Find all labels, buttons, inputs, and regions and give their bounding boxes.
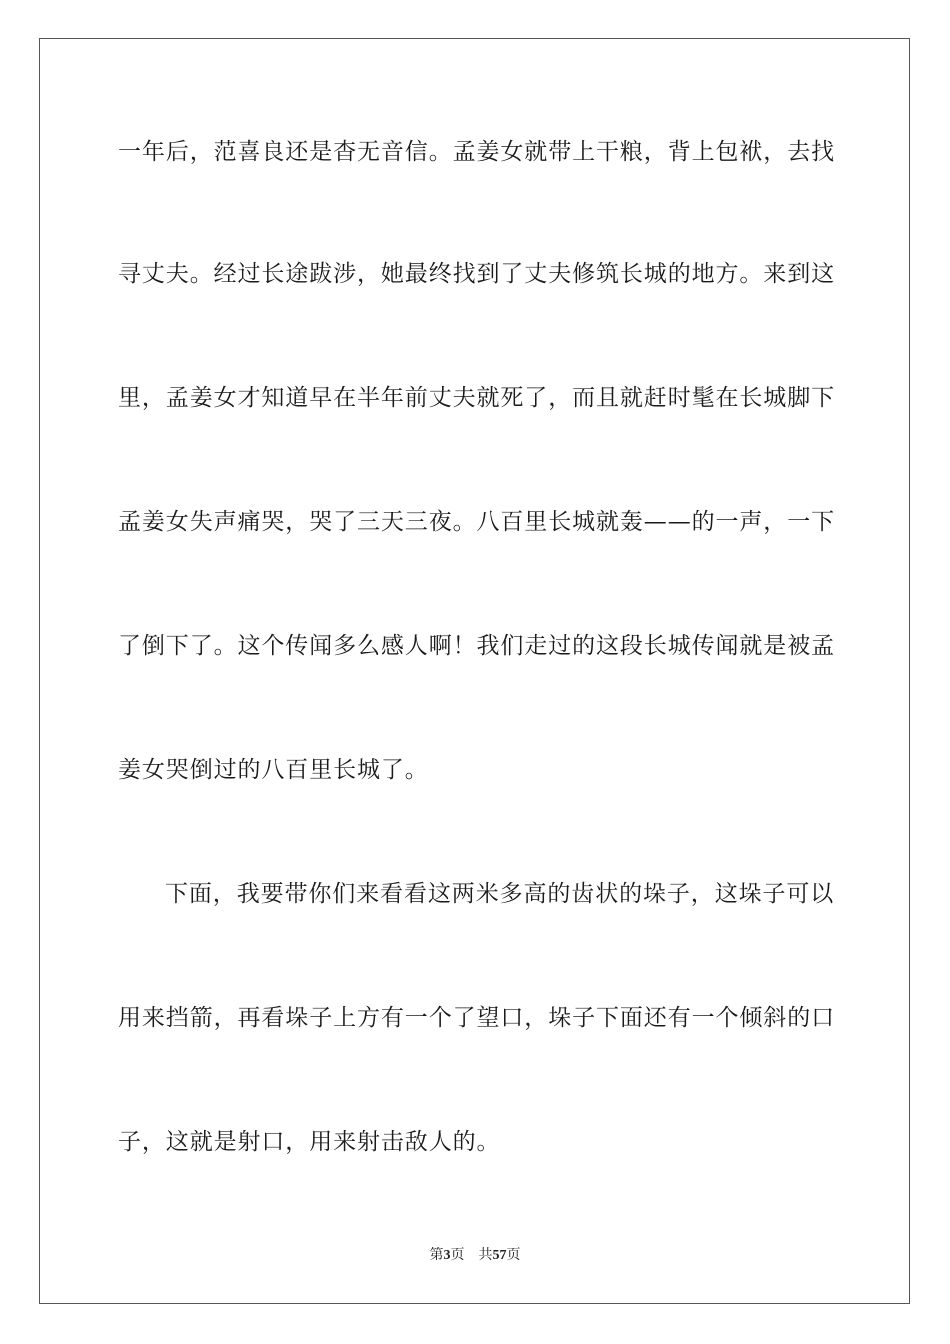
text-line: 里，孟姜女才知道早在半年前丈夫就死了，而且就赶时髦在长城脚下 bbox=[118, 385, 835, 411]
page-suffix: 页 bbox=[450, 1247, 465, 1263]
page-footer bbox=[0, 1245, 950, 1266]
paragraph-first-line: 下面，我要带你们来看看这两米多高的齿状的垛子，这垛子可以 bbox=[165, 881, 835, 907]
text-line: 一年后，范喜良还是杳无音信。孟姜女就带上干粮，背上包袱，去找 bbox=[118, 139, 835, 165]
text-line: 了倒下了。这个传闻多么感人啊！我们走过的这段长城传闻就是被孟 bbox=[118, 633, 835, 659]
text-line: 用来挡箭，再看垛子上方有一个了望口，垛子下面还有一个倾斜的口 bbox=[118, 1005, 835, 1031]
text-line: 孟姜女失声痛哭，哭了三天三夜。八百里长城就轰——的一声，一下 bbox=[118, 509, 835, 535]
page-prefix: 第 bbox=[429, 1247, 444, 1263]
page-number: 3 bbox=[443, 1248, 451, 1263]
page-border bbox=[39, 38, 910, 1304]
total-prefix: 共 bbox=[478, 1247, 493, 1263]
text-line: 姜女哭倒过的八百里长城了。 bbox=[118, 757, 429, 783]
total-suffix: 页 bbox=[506, 1247, 521, 1263]
text-line: 寻丈夫。经过长途跋涉，她最终找到了丈夫修筑长城的地方。来到这 bbox=[118, 261, 835, 287]
text-line: 子，这就是射口，用来射击敌人的。 bbox=[118, 1129, 501, 1155]
total-pages: 57 bbox=[492, 1248, 507, 1263]
